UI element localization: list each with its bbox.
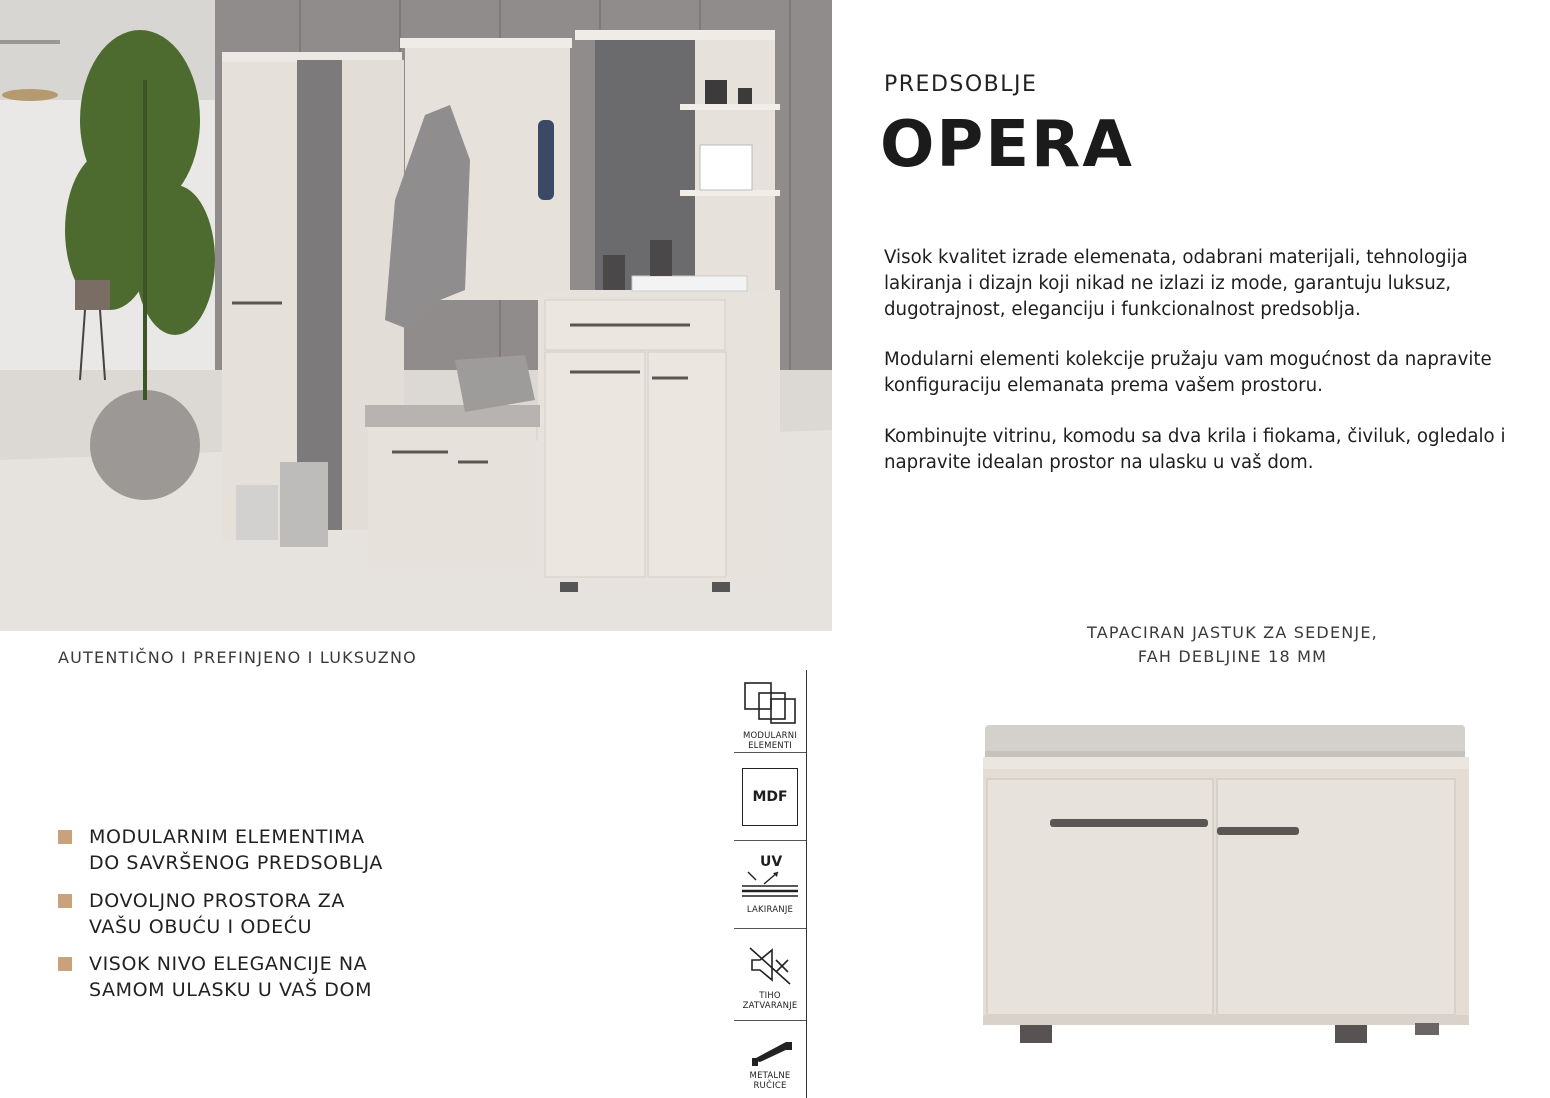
bullet-line: VISOK NIVO ELEGANCIJE NA	[89, 953, 368, 975]
feature-label: METALNE	[749, 1071, 791, 1081]
feature-label: MODULARNI	[742, 731, 798, 741]
bench-product-image	[975, 715, 1475, 1069]
feature-label: RUČICE	[753, 1080, 787, 1091]
bench-caption-line: FAH DEBLJINE 18 MM	[1137, 647, 1328, 666]
feature-uv-lacquer	[734, 854, 806, 916]
feature-label: ELEMENTI	[748, 740, 792, 751]
bench-caption	[1000, 621, 1465, 669]
feature-label: ZATVARANJE	[742, 1000, 798, 1011]
silent-close-icon	[742, 944, 798, 988]
hallway-scene-illustration	[0, 0, 832, 631]
feature-bullet	[58, 824, 383, 876]
feature-metal-handles	[734, 1032, 806, 1091]
shoe-bench-illustration	[975, 715, 1475, 1065]
bullet-line: DOVOLJNO PROSTORA ZA	[89, 890, 345, 912]
bullet-line: VAŠU OBUĆU I ODEĆU	[89, 916, 313, 938]
feature-bullet	[58, 951, 372, 1003]
bullet-square-icon	[58, 957, 72, 971]
uv-text: UV	[760, 854, 783, 870]
product-title: OPERA	[880, 108, 1134, 182]
bullet-line: DO SAVRŠENOG PREDSOBLJA	[89, 852, 384, 874]
feature-label: LAKIRANJE	[746, 905, 794, 915]
description-paragraph: Visok kvalitet izrade elemenata, odabrani materijali, tehnologija lakiranja i dizajn koji nikad ne izlazi iz mode, garantuju luksuz, dugotrajnost, eleganciju i funkcionalnost predsoblja.	[884, 247, 1468, 320]
category-label: PREDSOBLJE	[884, 72, 1038, 97]
metal-handle-icon	[742, 1032, 798, 1068]
bullet-line: MODULARNIM ELEMENTIMA	[89, 826, 365, 848]
feature-icons-column	[734, 670, 807, 1098]
description-paragraph: Modularni elementi kolekcije pružaju vam mogućnost da napravite konfiguraciju elemanata prema vašem prostoru.	[884, 349, 1492, 396]
modular-elements-icon	[742, 680, 798, 728]
bullet-square-icon	[58, 894, 72, 908]
hero-caption: AUTENTIČNO I PREFINJENO I LUKSUZNO	[58, 648, 417, 667]
feature-mdf	[734, 768, 806, 826]
uv-lacquer-icon	[738, 854, 802, 904]
mdf-icon	[742, 768, 798, 826]
mdf-text: MDF	[752, 789, 788, 805]
feature-silent-close	[734, 944, 806, 1011]
bullet-line: SAMOM ULASKU U VAŠ DOM	[89, 979, 373, 1001]
hero-image	[0, 0, 832, 631]
description-paragraph: Kombinujte vitrinu, komodu sa dva krila i fiokama, čiviluk, ogledalo i napravite idealan prostor na ulasku u vaš dom.	[884, 426, 1506, 473]
feature-bullet	[58, 888, 345, 940]
feature-label: TIHO	[759, 991, 781, 1001]
bullet-square-icon	[58, 830, 72, 844]
feature-modular	[734, 680, 806, 751]
bench-caption-line: TAPACIRAN JASTUK ZA SEDENJE,	[1087, 623, 1378, 642]
